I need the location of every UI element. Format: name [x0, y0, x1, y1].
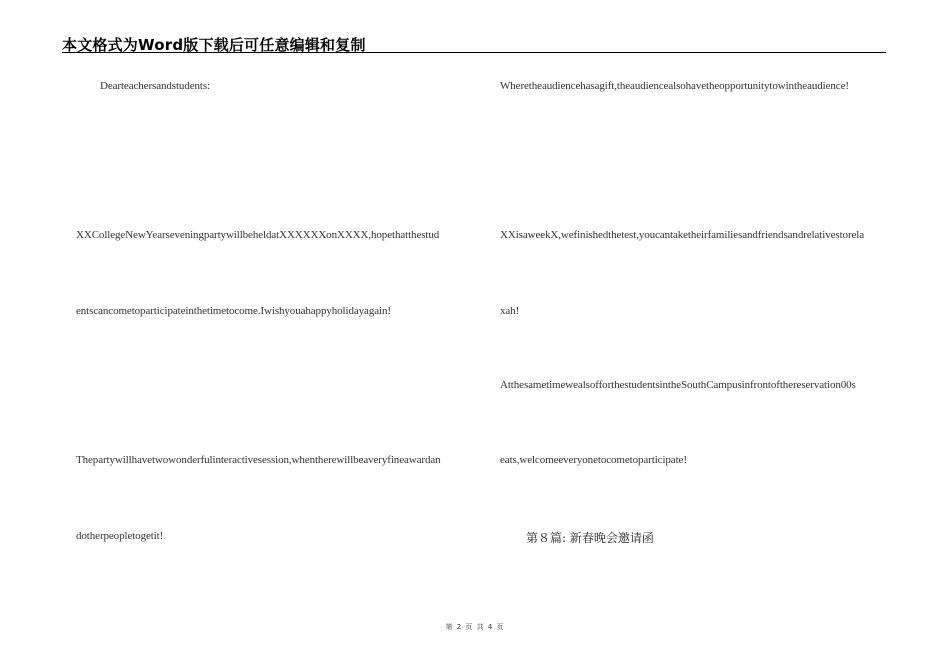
left-body-line-3: Thepartywillhavetwowonderfulinteractivesession,whentherewillbeaveryfineawardan — [76, 454, 441, 466]
right-body-line-4: AtthesametimewealsofforthestudentsintheSouthCampusinfrontofthereservation00s — [500, 379, 856, 391]
left-body-line-2: entscancometoparticipateinthetimetocome.Iwishyouahappyholidayagain! — [76, 305, 391, 317]
right-body-line-1: Wheretheaudiencehasagift,theaudiencealsohavetheopportunitytowintheaudience! — [500, 80, 849, 92]
header-divider — [62, 52, 886, 53]
right-body-line-3: xah! — [500, 305, 520, 317]
left-body-line-1: XXCollegeNewYearseveningpartywillbeheldatXXXXXXonXXXX,hopethatthestud — [76, 229, 440, 241]
section-heading: 第８篇: 新春晚会邀请函 — [526, 531, 654, 545]
page-number-footer: 第 2 页 共 4 页 — [445, 623, 505, 631]
left-body-line-4: dotherpeopletogetit! — [76, 530, 164, 542]
salutation-line: Dearteachersandstudents: — [100, 80, 210, 92]
right-body-line-2: XXisaweekX,wefinishedthetest,youcantaketheirfamiliesandfriendsandrelativestorela — [500, 229, 865, 241]
document-header-title: 本文格式为Word版下载后可任意编辑和复制 — [62, 36, 366, 54]
right-body-line-5: eats,welcomeeveryonetocometoparticipate! — [500, 454, 687, 466]
